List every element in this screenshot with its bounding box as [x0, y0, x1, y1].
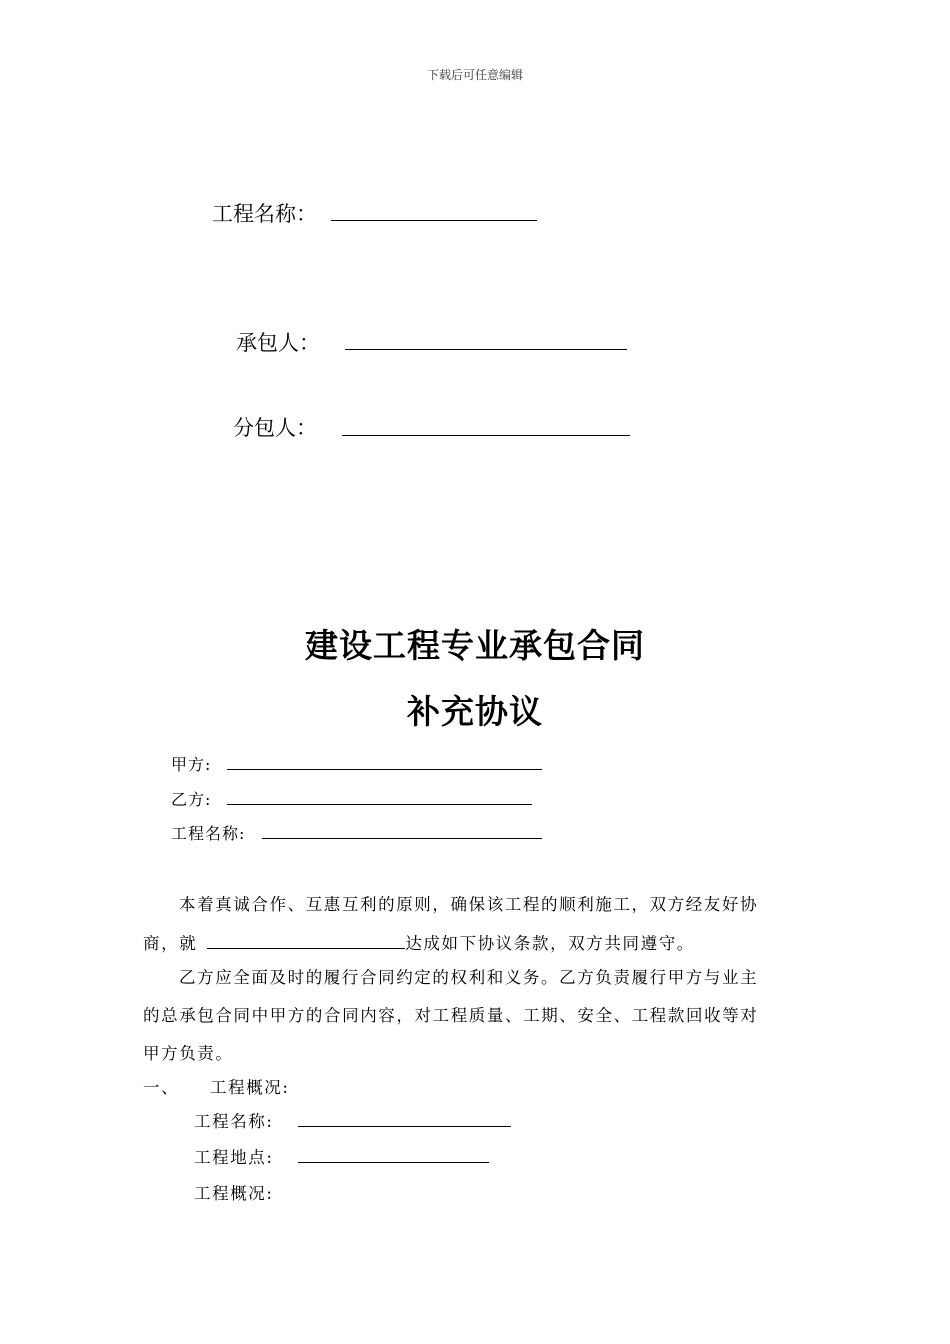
para1-line2 [143, 930, 695, 954]
cover-project-name-field[interactable] [331, 220, 537, 221]
para2-line2: 的总承包合同中甲方的合同内容，对工程质量、工期、安全、工程款回收等对 [143, 1006, 759, 1025]
party-a-label: 甲方: [171, 755, 212, 774]
document-title: 建设工程专业承包合同 [305, 626, 645, 665]
section1-location-field[interactable] [298, 1162, 489, 1163]
parties-project-name-field[interactable] [262, 838, 542, 839]
cover-project-name-label: 工程名称： [212, 202, 317, 226]
para2-line3: 甲方负责。 [143, 1044, 234, 1063]
party-b-field[interactable] [227, 804, 532, 805]
para1-line2-suffix: 达成如下协议条款，双方共同遵守。 [405, 934, 695, 953]
section1-item-project-name-label: 工程名称: [194, 1112, 274, 1131]
para1-line2-prefix: 商，就 [143, 934, 198, 953]
section1-heading: 工程概况: [210, 1078, 290, 1097]
section1-item-overview-label: 工程概况: [194, 1184, 274, 1203]
document-subtitle: 补充协议 [407, 692, 543, 731]
party-a-field[interactable] [227, 769, 542, 770]
section1-project-name-field[interactable] [298, 1126, 511, 1127]
parties-project-name-label: 工程名称: [171, 824, 246, 843]
cover-contractor-label: 承包人： [236, 331, 320, 355]
cover-subcontractor-field[interactable] [342, 435, 630, 436]
para2-line1: 乙方应全面及时的履行合同约定的权利和义务。乙方负责履行甲方与业主 [179, 968, 759, 987]
cover-contractor-field[interactable] [345, 349, 627, 350]
party-b-label: 乙方: [171, 790, 212, 809]
section1-item-location-label: 工程地点: [194, 1148, 274, 1167]
section1-number: 一、 [143, 1078, 180, 1097]
cover-subcontractor-label: 分包人： [233, 416, 317, 440]
agreement-subject-field[interactable] [207, 930, 405, 949]
para1-line1: 本着真诚合作、互惠互利的原则，确保该工程的顺利施工，双方经友好协 [179, 895, 759, 914]
header-note: 下载后可任意编辑 [426, 68, 523, 82]
